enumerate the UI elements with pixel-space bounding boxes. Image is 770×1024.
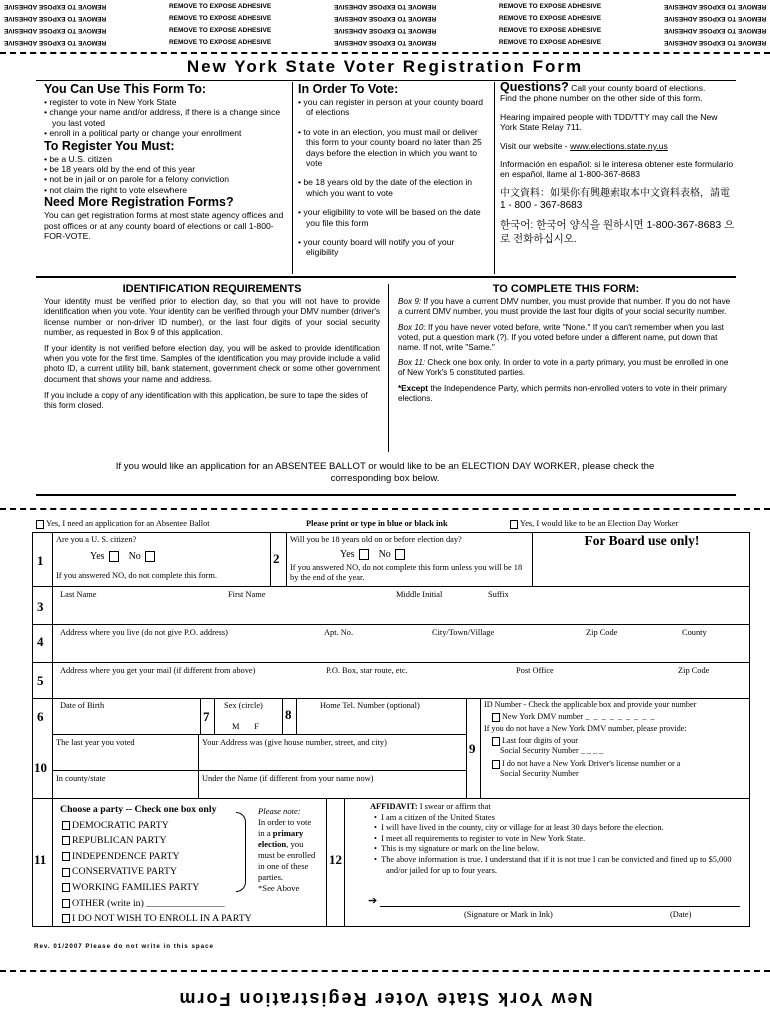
title-rule	[36, 80, 736, 81]
first-name-label: First Name	[228, 590, 266, 599]
list-item: • enroll in a political party or change your enrollment	[44, 128, 284, 138]
divider	[494, 82, 495, 274]
cell-line	[344, 798, 345, 927]
ssn-row	[484, 736, 748, 746]
box-number-8: 8	[285, 707, 292, 722]
box-number-11: 11	[34, 852, 47, 867]
heading-questions: Questions?	[500, 80, 569, 94]
sex-m[interactable]: M	[232, 722, 240, 731]
box-number-2: 2	[273, 551, 280, 566]
box10-instruction	[398, 323, 734, 354]
date-label: (Date)	[670, 910, 692, 919]
spanish-note: Información en español: si le interesa obtener este formulario en español, llame al 1-800-367-8683	[500, 159, 734, 180]
board-use-label: For Board use only!	[584, 533, 700, 548]
list-item: • your county board will notify you of your eligibility	[298, 237, 488, 258]
id-requirements	[44, 284, 380, 411]
row-line	[32, 798, 750, 799]
ssn-row-2	[484, 746, 748, 756]
signature-label: (Signature or Mark in Ink)	[464, 910, 553, 919]
party-checkbox-independence[interactable]	[62, 852, 70, 861]
citizen-yes-label: Yes	[90, 550, 105, 562]
party-title: Choose a party -- Check one box only	[60, 804, 217, 815]
party-checkbox-working-families[interactable]	[62, 883, 70, 892]
zip-label: Zip Code	[586, 628, 618, 637]
box9-text: If you have a current DMV number, you must provide that number. If you do not have a current DMV number, you must provide the last four digits of your social security number.	[398, 297, 731, 317]
box-number-3: 3	[37, 599, 44, 614]
section-rule	[36, 494, 736, 496]
divider	[292, 82, 293, 274]
no-id-checkbox[interactable]	[492, 760, 500, 769]
worker-label: Yes, I would like to be an Election Day Worker	[520, 519, 679, 528]
box10-text: If you have never voted before, write "None." If you can't remember when you last voted, put a question mark (?). If you voted before under a different name, put down that name. If not, write "Same."	[398, 322, 724, 353]
fold-line-bottom	[0, 970, 770, 972]
citizen-no-checkbox[interactable]	[145, 551, 155, 562]
party-label: OTHER (write in)	[72, 897, 144, 909]
website-link[interactable]: www.elections.state.ny.us	[570, 140, 668, 151]
cell-line	[326, 798, 327, 927]
affidavit-item: • I will have lived in the county, city or village for at least 30 days before the election.	[374, 823, 664, 833]
party-checkbox-other[interactable]	[62, 899, 70, 908]
except-label: *Except	[398, 383, 429, 393]
box11-label: Box 11:	[398, 358, 426, 368]
cell-line	[282, 698, 283, 734]
previous-name-label: Under the Name (if different from your name now)	[202, 774, 374, 783]
citizen-options	[90, 551, 155, 562]
use-form-list	[44, 97, 284, 139]
complete-instructions	[398, 284, 734, 404]
absentee-note: If you would like an application for an ABSENTEE BALLOT or would like to be an ELECTION DAY WORKER, please check the corresponding box below.	[115, 461, 655, 484]
no-party-checkbox[interactable]	[62, 914, 70, 923]
register-list	[44, 154, 284, 196]
age-yes-checkbox[interactable]	[359, 549, 369, 560]
row-line	[32, 586, 750, 587]
row-line	[32, 662, 750, 663]
age-no-label: No	[378, 548, 391, 560]
affidavit-text: I meet all requirements to register to vote in New York State.	[381, 833, 586, 843]
cell-line	[52, 662, 53, 698]
list-item: • you can register in person at your county board of elections	[298, 97, 488, 118]
list-item: • register to vote in New York State	[44, 97, 284, 107]
id-paragraph-2: If your identity is not verified before election day, you will be asked to provide identification when you vote for the first time. Samples of the identification you may provide include a valid photo ID, a current utility bill, bank statement, government check or some other government document that shows your name and address.	[44, 344, 380, 384]
korean-note: 한국어: 한국어 양식을 원하시면 1-800-367-8683 으로 전화하십시오.	[500, 218, 735, 245]
id-heading: IDENTIFICATION REQUIREMENTS	[122, 283, 302, 295]
website-line	[500, 141, 736, 151]
cell-line	[214, 698, 215, 734]
affidavit-item: • I meet all requirements to register to vote in New York State.	[374, 833, 586, 843]
cell-line	[270, 532, 271, 586]
affidavit-item: • I am a citizen of the United States	[374, 812, 495, 822]
list-item: • to vote in an election, you must mail or deliver this form to your county board no later than 25 days before the election in which you want to vote	[298, 127, 488, 169]
chinese-note: 中文資料：如果你有興趣索取本中文資料表格，請電 1 - 800 - 367-8683	[500, 187, 730, 211]
sex-label: Sex (circle)	[224, 701, 263, 710]
post-office-label: Post Office	[516, 666, 554, 675]
heading-more-forms: Need More Registration Forms?	[44, 195, 234, 210]
revision-note: Rev. 01/2007 Please do not write in this space	[34, 943, 215, 950]
county-label: County	[682, 628, 707, 637]
more-forms-text: You can get registration forms at most state agency offices and post offices or at any county board of elections or call 1-800-FOR-VOTE.	[44, 210, 284, 242]
adhesive-strip-1: REMOVE TO EXPOSE ADHESIVE REMOVE TO EXPOSE ADHESIVE REMOVE TO EXPOSE ADHESIVE REMOVE TO EXPOSE ADHESIVE REMOVE TO EXPOSE ADHESIVE	[4, 3, 766, 10]
heading-register: To Register You Must:	[44, 138, 175, 153]
adhesive-strip-4: REMOVE TO EXPOSE ADHESIVE REMOVE TO EXPOSE ADHESIVE REMOVE TO EXPOSE ADHESIVE REMOVE TO EXPOSE ADHESIVE REMOVE TO EXPOSE ADHESIVE	[4, 39, 766, 46]
heading-order-vote: In Order To Vote:	[298, 82, 399, 96]
phone-label: Home Tel. Number (optional)	[320, 701, 420, 710]
list-item: • not claim the right to vote elsewhere	[44, 185, 284, 195]
citizen-yes-checkbox[interactable]	[109, 551, 119, 562]
cell-line	[200, 698, 201, 734]
citizen-no-label: No	[128, 550, 141, 562]
cell-line	[532, 532, 533, 586]
affidavit-item: • This is my signature or mark on the line below.	[374, 844, 540, 854]
party-block	[60, 802, 252, 927]
complete-heading: TO COMPLETE THIS FORM:	[492, 283, 640, 295]
party-checkbox-democratic[interactable]	[62, 821, 70, 830]
affidavit-text: This is my signature or mark on the line below.	[381, 844, 540, 854]
info-column-3	[500, 82, 736, 246]
middle-initial-label: Middle Initial	[396, 590, 443, 599]
age-question: Will you be 18 years old on or before election day?	[290, 535, 462, 544]
apt-label: Apt. No.	[324, 628, 354, 637]
list-item: • not be in jail or on parole for a felony conviction	[44, 174, 284, 184]
note-primary: primary	[272, 828, 304, 838]
no-party-label: I DO NOT WISH TO ENROLL IN A PARTY	[72, 913, 252, 925]
age-yes-label: Yes	[340, 548, 355, 560]
row-line	[52, 770, 466, 771]
worker-checkbox[interactable]	[510, 520, 518, 529]
note-line: *See Above	[258, 883, 300, 893]
id-title: ID Number - Check the applicable box and provide your number	[484, 700, 697, 709]
party-label: DEMOCRATIC PARTY	[72, 819, 169, 831]
age-note: If you answered NO, do not complete this form unless you will be 18 by the end of the year.	[290, 563, 523, 582]
cell-line	[52, 798, 53, 927]
party-checkbox-conservative[interactable]	[62, 868, 70, 877]
party-checkbox-republican[interactable]	[62, 836, 70, 845]
mail-address-field[interactable]	[56, 678, 746, 696]
citizen-question: Are you a U. S. citizen?	[56, 535, 137, 544]
questions-tail: Call your county board of elections.	[568, 83, 706, 93]
citizen-note: If you answered NO, do not complete this form.	[56, 571, 217, 580]
cell-line	[466, 698, 467, 798]
previous-address-label: Your Address was (give house number, street, and city)	[202, 738, 387, 747]
affidavit-text: I am a citizen of the United States	[381, 812, 495, 822]
box9-label: Box 9:	[398, 297, 422, 307]
other-party-field[interactable]: ________________	[146, 897, 225, 909]
cell-line	[52, 586, 53, 624]
except-note	[398, 384, 734, 404]
affidavit-tail: I swear or affirm that	[417, 802, 491, 811]
adhesive-strip-3: REMOVE TO EXPOSE ADHESIVE REMOVE TO EXPOSE ADHESIVE REMOVE TO EXPOSE ADHESIVE REMOVE TO EXPOSE ADHESIVE REMOVE TO EXPOSE ADHESIVE	[4, 27, 766, 34]
mail-zip-label: Zip Code	[678, 666, 710, 675]
cell-line	[480, 698, 481, 798]
affidavit-item: • The above information is true. I understand that if it is not true I can be convicted and fined up to $5,000 and/or jailed for up to four years.	[374, 854, 732, 875]
name-field[interactable]	[56, 604, 746, 622]
affidavit-title: AFFIDAVIT:	[370, 802, 418, 811]
note-line: must be enrolled	[258, 850, 316, 860]
website-prefix: Visit our website -	[500, 140, 571, 151]
note-line: in one of these	[258, 861, 309, 871]
suffix-label: Suffix	[488, 590, 509, 599]
ssn-blank[interactable]: _ _ _ _	[580, 746, 604, 755]
age-no-checkbox[interactable]	[395, 549, 405, 560]
brace-icon	[236, 812, 246, 892]
adhesive-strip-2: REMOVE TO EXPOSE ADHESIVE REMOVE TO EXPOSE ADHESIVE REMOVE TO EXPOSE ADHESIVE REMOVE TO EXPOSE ADHESIVE REMOVE TO EXPOSE ADHESIVE	[4, 15, 766, 22]
order-vote-list	[298, 97, 488, 258]
note-line: , you	[286, 839, 304, 849]
po-box-label: P.O. Box, star route, etc.	[326, 666, 408, 675]
tdd-note: Hearing impaired people with TDD/TTY may call the New York State Relay 711.	[500, 111, 718, 133]
mail-address-label: Address where you get your mail (if different from above)	[60, 666, 256, 675]
print-note: Please print or type in blue or black ink	[306, 519, 448, 528]
party-label: CONSERVATIVE PARTY	[72, 866, 178, 878]
page-title: New York State Voter Registration Form	[186, 57, 584, 76]
no-id-label-2: Social Security Number	[500, 769, 579, 778]
box-number-9: 9	[469, 741, 476, 756]
note-line: In order to vote	[258, 817, 312, 827]
cell-line	[296, 698, 297, 734]
info-column-2	[298, 82, 488, 258]
divider	[388, 284, 389, 452]
arrow-icon: ➔	[368, 895, 378, 907]
box9-instruction	[398, 297, 734, 317]
note-title: Please note:	[258, 806, 301, 816]
cell-line	[198, 734, 199, 798]
dmv-checkbox[interactable]	[492, 713, 500, 722]
fold-line-top	[0, 52, 770, 54]
row-line	[32, 624, 750, 625]
age-options	[340, 549, 405, 560]
box-number-10: 10	[34, 760, 47, 775]
no-id-label-1: I do not have a New York Driver's license number or a	[502, 759, 681, 768]
section-rule	[36, 276, 736, 278]
dmv-label: New York DMV number	[502, 712, 584, 721]
box-number-1: 1	[37, 553, 44, 568]
ssn-label-2: Social Security Number	[500, 746, 579, 755]
affidavit	[370, 802, 746, 876]
primary-note	[258, 806, 315, 894]
box-number-5: 5	[37, 673, 44, 688]
list-item: • change your name and/or address, if there is a change since you last voted	[44, 107, 284, 128]
box-number-6: 6	[37, 709, 44, 724]
list-item: • your eligibility to vote will be based on the date you file this form	[298, 207, 488, 228]
box10-label: Box 10:	[398, 322, 426, 332]
county-state-label: In county/state	[56, 774, 106, 783]
list-item: • be 18 years old by the date of the election in which you want to vote	[298, 177, 488, 198]
last-voted-label: The last year you voted	[56, 738, 135, 747]
phone-note: Find the phone number on the other side of this form.	[500, 93, 703, 104]
sex-options	[232, 722, 259, 732]
party-label: WORKING FAMILIES PARTY	[72, 881, 200, 893]
ssn-label-1: Last four digits of your	[502, 736, 578, 745]
box-number-7: 7	[203, 709, 210, 724]
box-number-12: 12	[329, 852, 342, 867]
affidavit-text: The above information is true. I understand that if it is not true I can be convicted and fined up to $5,000 and/or jailed for up to four years.	[381, 854, 732, 875]
list-item: • be 18 years old by the end of this year	[44, 164, 284, 174]
box11-instruction	[398, 358, 734, 378]
dmv-row	[484, 712, 748, 722]
box11-text: Check one box only. In order to vote in a party primary, you must be enrolled in one of New York's 5 constituted parties.	[398, 358, 729, 378]
last-name-label: Last Name	[60, 590, 97, 599]
dob-label: Date of Birth	[60, 701, 105, 710]
city-label: City/Town/Village	[432, 628, 495, 637]
note-line: in a	[258, 828, 273, 838]
note-line: parties.	[258, 872, 284, 882]
except-text: the Independence Party, which permits non-enrolled voters to vote in their primary elections.	[398, 383, 727, 403]
signature-line[interactable]	[380, 906, 740, 907]
absentee-checkbox[interactable]	[36, 520, 44, 529]
list-item: • be a U.S. citizen	[44, 154, 284, 164]
heading-use-form: You Can Use This Form To:	[44, 82, 207, 96]
row-line	[52, 734, 466, 735]
id-paragraph-3: If you include a copy of any identification with this application, be sure to tape the sides of this form closed.	[44, 390, 368, 411]
fold-line-middle	[0, 508, 770, 510]
sex-f[interactable]: F	[254, 722, 259, 731]
box-number-4: 4	[37, 634, 44, 649]
row-line	[32, 698, 750, 699]
address-label: Address where you live (do not give P.O. address)	[60, 628, 228, 637]
no-id-row	[484, 759, 748, 769]
party-label: INDEPENDENCE PARTY	[72, 850, 180, 862]
affidavit-text: I will have lived in the county, city or village for at least 30 days before the election.	[381, 823, 664, 833]
dmv-blank[interactable]: _ _ _ _ _ _ _ _ _	[585, 712, 656, 721]
party-label: REPUBLICAN PARTY	[72, 835, 167, 847]
info-column-1	[44, 82, 284, 241]
checkbox-row	[34, 519, 764, 529]
id-number-block	[484, 700, 748, 779]
cell-line	[52, 532, 53, 586]
absentee-label: Yes, I need an application for an Absentee Ballot	[46, 519, 210, 528]
address-field[interactable]	[56, 642, 746, 660]
cell-line	[286, 532, 287, 586]
footer-title-upside-down: New York State Voter Registration Form	[177, 989, 593, 1009]
note-election: election	[258, 839, 287, 849]
no-dmv-note: If you do not have a New York DMV number, please provide:	[484, 724, 687, 733]
id-paragraph-1: Your identity must be verified prior to election day, so that you will not have to provide identification when you vote. Your identity can be verified through your DMV number (driver's license number or non-driver ID number), or the last four digits of your social security number, as requested in Box 9 of this application.	[44, 297, 380, 337]
cell-line	[52, 624, 53, 662]
ssn-checkbox[interactable]	[492, 737, 500, 746]
cell-line	[52, 698, 53, 798]
